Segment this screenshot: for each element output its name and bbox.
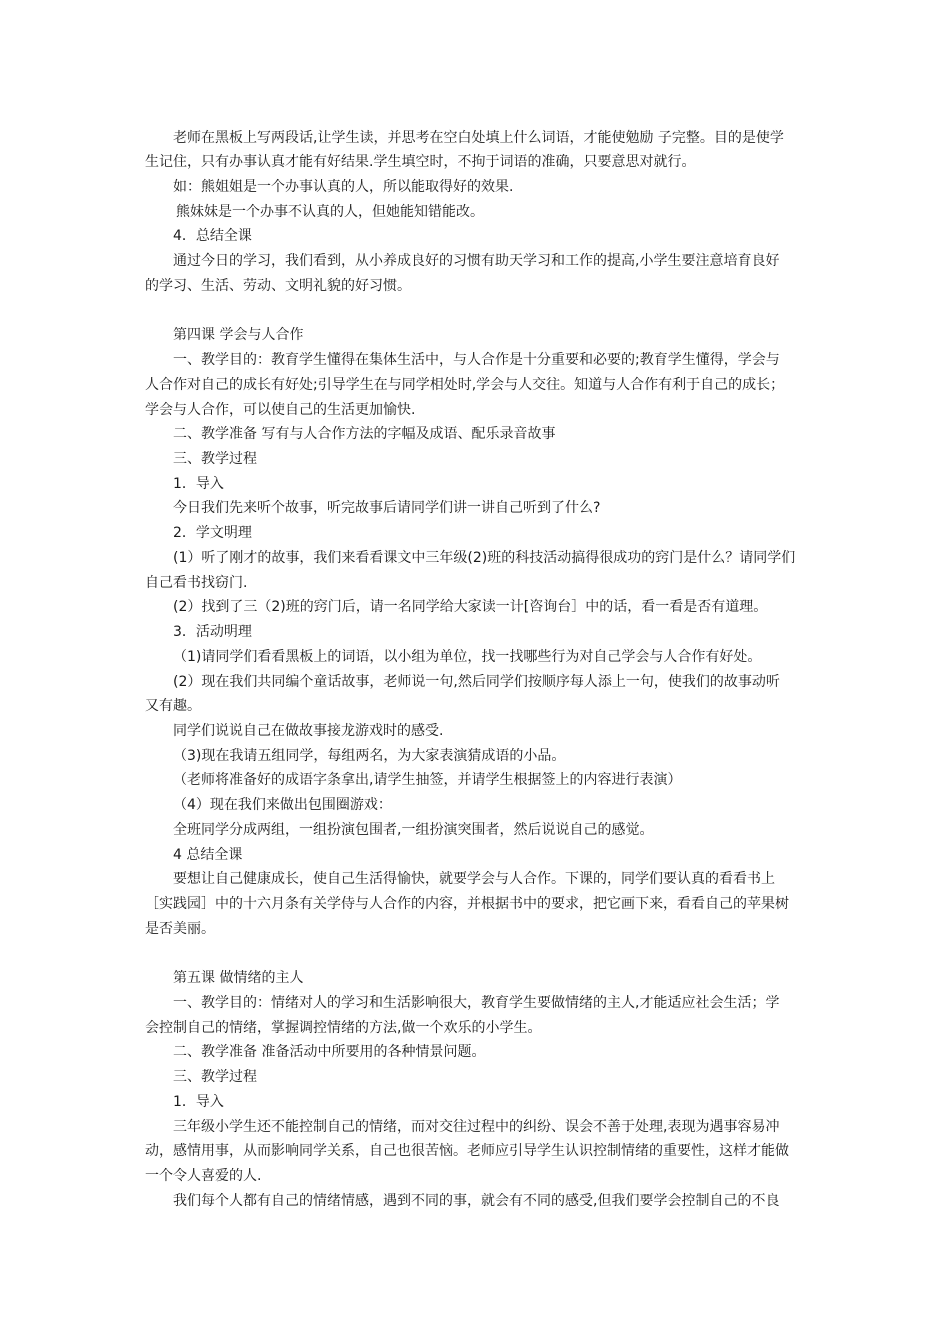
lesson-title: 第四课 学会与人合作 [173,327,304,343]
text-line: 生记住，只有办事认真才能有好结果.学生填空时，不拘于词语的准确，只要意思对就行。 [145,154,696,170]
text-line: 一、教学目的：教育学生懂得在集体生活中，与人合作是十分重要和必要的;教育学生懂得，学会与 [173,352,780,368]
text-line: 自己看书找窃门. [145,575,248,591]
text-line: 二、教学准备 准备活动中所要用的各种情景问题。 [173,1044,486,1060]
text-line: 今日我们先来听个故事，听完故事后请同学们讲一讲自己听到了什么? [173,500,601,516]
lesson-title: 第五课 做情绪的主人 [173,970,304,986]
text-line: 又有趣。 [145,698,201,714]
section-heading: 3．活动明理 [173,624,252,640]
text-line: (1）听了刚才的故事，我们来看看课文中三年级(2)班的科技活动搞得很成功的窍门是什么？请同学们 [173,550,796,566]
section-heading: 三、教学过程 [173,1069,257,1085]
text-line: 一、教学目的：情绪对人的学习和生活影响很大，教育学生要做情绪的主人,才能适应社会生活；学 [173,995,780,1011]
text-line: 学会与人合作，可以使自己的生活更加愉快. [145,402,416,418]
text-line: （1)请同学们看看黑板上的词语，以小组为单位，找一找哪些行为对自己学会与人合作有好处。 [173,649,762,665]
text-line: 二、教学准备 写有与人合作方法的字幅及成语、配乐录音故事 [173,426,556,442]
text-line: 一个令人喜爱的人. [145,1168,262,1184]
text-line: （老师将准备好的成语字条拿出,请学生抽签，并请学生根据签上的内容进行表演） [173,772,682,788]
section-heading: 三、教学过程 [173,451,257,467]
text-line: （4）现在我们来做出包围圈游戏： [173,797,392,813]
text-line: (2）找到了三（2)班的窍门后，请一名同学给大家读一计[咨询台］中的话，看一看是否有道理。 [173,599,768,615]
text-line: 如：熊姐姐是一个办事认真的人，所以能取得好的效果. [173,179,514,195]
text-line: 同学们说说自己在做故事接龙游戏时的感受. [173,723,444,739]
section-heading: 4 总结全课 [173,847,243,863]
text-line: (2）现在我们共同编个童话故事，老师说一句,然后同学们按顺序每人添上一句，使我们的故事动听 [173,674,780,690]
text-line: 老师在黑板上写两段话,让学生读，并思考在空白处填上什么词语，才能使勉励 子完整。目的是使学 [173,130,784,146]
text-line: ［实践园］中的十六月条有关学侍与人合作的内容，并根据书中的要求，把它画下来，看看自己的苹果树 [145,896,789,912]
text-line: 人合作对自己的成长有好处;引导学生在与同学相处时,学会与人交往。知道与人合作有利于自己的成长； [145,377,785,393]
section-heading: 2．学文明理 [173,525,252,541]
text-line: 会控制自己的情绪，掌握调控情绪的方法,做一个欢乐的小学生。 [145,1020,542,1036]
text-line: （3)现在我请五组同学，每组两名，为大家表演猜成语的小品。 [173,748,566,764]
section-heading: 4．总结全课 [173,228,252,244]
section-heading: 1．导入 [173,476,224,492]
text-line: 全班同学分成两组，一组扮演包围者,一组扮演突围者，然后说说自己的感觉。 [173,822,654,838]
text-line: 三年级小学生还不能控制自己的情绪，而对交往过程中的纠纷、误会不善于处理,表现为遇事容易冲 [173,1119,780,1135]
text-line: 要想让自己健康成长，使自己生活得愉快，就要学会与人合作。下课的，同学们要认真的看看书上 [173,871,775,887]
text-line: 熊妹妹是一个办事不认真的人，但她能知错能改。 [176,204,484,220]
text-line: 动，感情用事，从而影响同学关系，自己也很苦恼。老师应引导学生认识控制情绪的重要性，这样才能做 [145,1143,789,1159]
text-line: 通过今日的学习，我们看到，从小养成良好的习惯有助天学习和工作的提高,小学生要注意培育良好 [173,253,780,269]
section-heading: 1．导入 [173,1094,224,1110]
text-line: 是否美丽。 [145,921,215,937]
text-line: 我们每个人都有自己的情绪情感，遇到不同的事，就会有不同的感受,但我们要学会控制自己的不良 [173,1193,780,1209]
text-line: 的学习、生活、劳动、文明礼貌的好习惯。 [145,278,411,294]
